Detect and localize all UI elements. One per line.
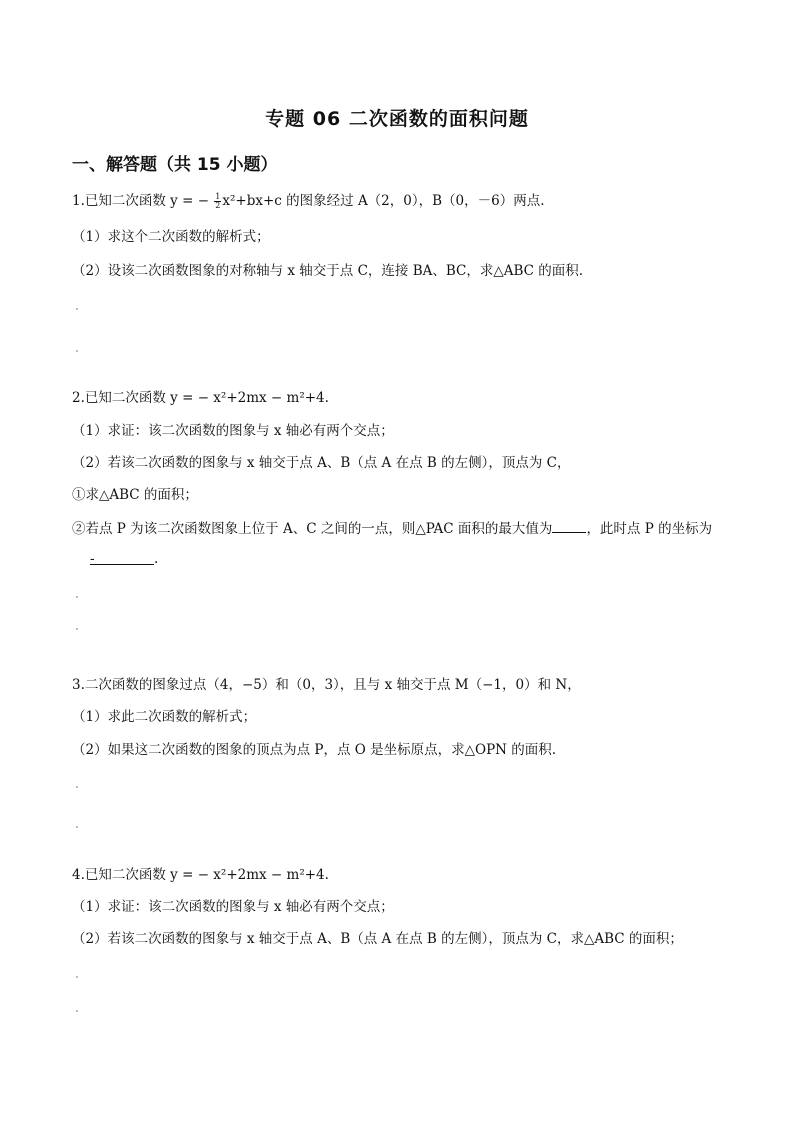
problem-2-sub-2	[72, 518, 712, 538]
problem-3-stem: 3.二次函数的图象过点（4，−5）和（0，3），且与 x 轴交于点 M（−1，0）和 N，	[72, 677, 581, 693]
problem-2-sub-2-text: ②若点 P 为该二次函数图象上位于 A、C 之间的一点，则△PAC 面积的最大值为	[72, 521, 553, 537]
section-heading: 一、解答题（共 15 小题）	[72, 155, 278, 175]
scan-dot	[76, 596, 78, 598]
answer-mark: -	[90, 551, 95, 567]
scan-dot	[76, 628, 78, 630]
problem-4-stem: 4.已知二次函数 y = − x²+2mx − m²+4.	[72, 867, 329, 883]
problem-1-part-2: （2）设该二次函数图象的对称轴与 x 轴交于点 C，连接 BA、BC，求△ABC 的面积.	[72, 263, 584, 279]
fraction-numerator: 1	[215, 192, 221, 201]
scan-dot	[76, 976, 78, 978]
scan-dot	[76, 308, 78, 310]
fraction-denominator: 2	[215, 201, 221, 210]
document-title: 专题 06 二次函数的面积问题	[265, 108, 529, 130]
scan-dot	[76, 786, 78, 788]
problem-2-part-1: （1）求证：该二次函数的图象与 x 轴必有两个交点；	[72, 423, 394, 439]
answer-end-mark: .	[154, 551, 159, 567]
scan-dot	[76, 350, 78, 352]
problem-2-sub-1: ①求△ABC 的面积；	[72, 487, 198, 503]
fraction-one-half	[214, 193, 221, 210]
answer-blank-point-p	[90, 550, 154, 565]
answer-blank-max-area	[552, 518, 586, 533]
problem-1-part-1: （1）求这个二次函数的解析式；	[72, 229, 270, 245]
problem-4-part-2: （2）若该二次函数的图象与 x 轴交于点 A、B（点 A 在点 B 的左侧），顶点为 C，求△ABC 的面积；	[72, 931, 683, 947]
problem-1-stem-prefix: 1.已知二次函数 y = −	[72, 193, 214, 209]
problem-3-part-2: （2）如果这二次函数的图象的顶点为点 P，点 O 是坐标原点，求△OPN 的面积.	[72, 742, 557, 758]
problem-2-sub-2-tail: ，此时点 P 的坐标为	[586, 521, 713, 537]
problem-2-answer-line	[90, 550, 158, 568]
problem-1-stem	[72, 192, 545, 210]
problem-4-part-1: （1）求证：该二次函数的图象与 x 轴必有两个交点；	[72, 899, 394, 915]
problem-1-stem-suffix: x²+bx+c 的图象经过 A（2，0），B（0，－6）两点.	[222, 193, 545, 209]
problem-2-part-2: （2）若该二次函数的图象与 x 轴交于点 A、B（点 A 在点 B 的左侧），顶点为 C，	[72, 455, 571, 471]
scan-dot	[76, 826, 78, 828]
problem-2-stem: 2.已知二次函数 y = − x²+2mx − m²+4.	[72, 390, 329, 406]
scan-dot	[76, 1010, 78, 1012]
problem-3-part-1: （1）求此二次函数的解析式；	[72, 709, 257, 725]
